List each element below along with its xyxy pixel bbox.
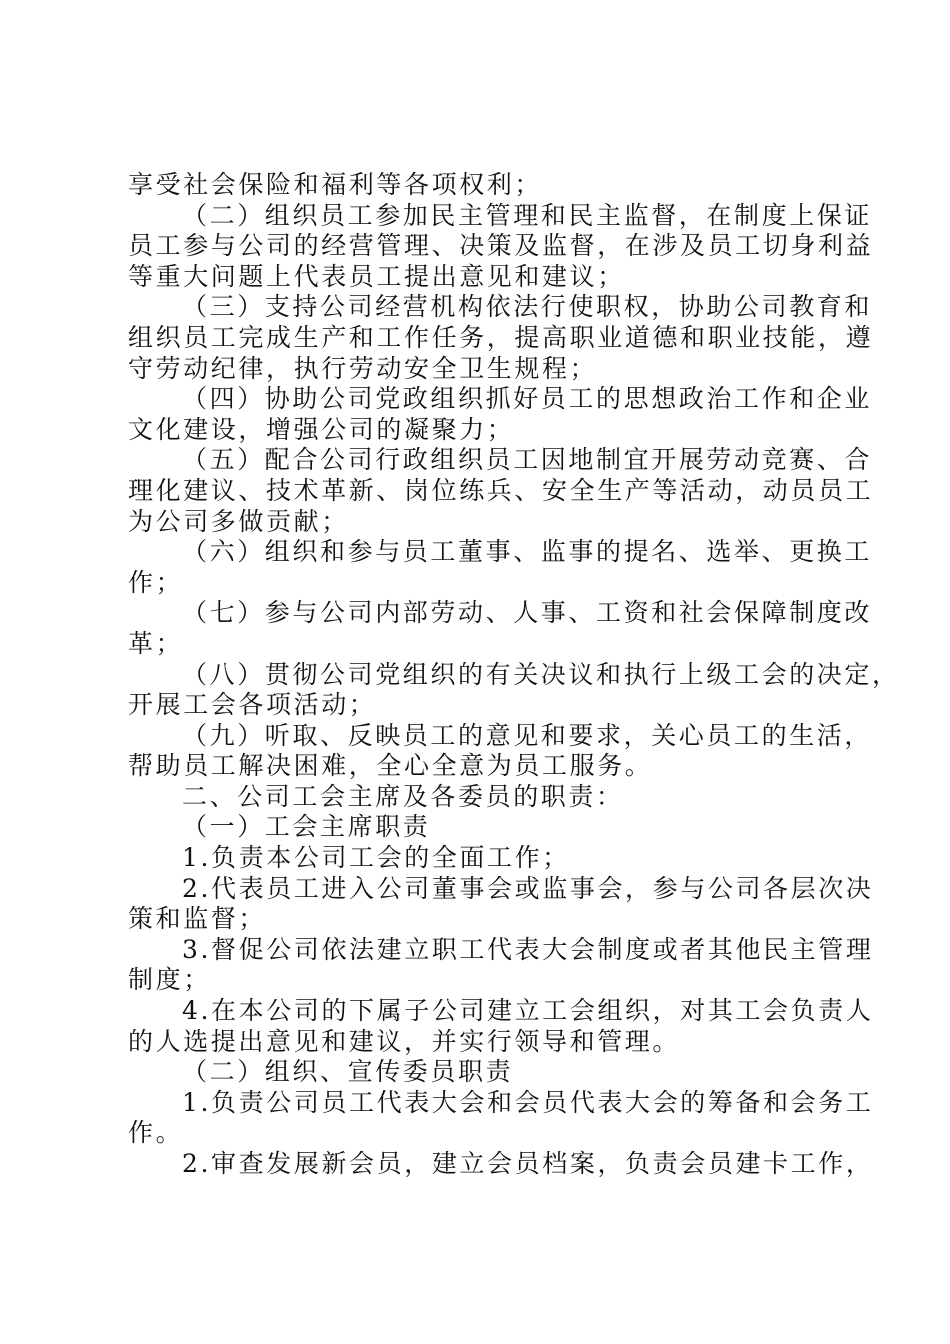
text-line: 作；: [128, 567, 184, 597]
text-line: 员工参与公司的经营管理、决策及监督，在涉及员工切身利益: [128, 231, 874, 261]
text-line: 2.代表员工进入公司董事会或监事会，参与公司各层次决: [182, 873, 874, 903]
text-line: 二、公司工会主席及各委员的职责：: [182, 781, 624, 811]
text-line: （三）支持公司经营机构依法行使职权，协助公司教育和: [182, 292, 873, 322]
text-line: （五）配合公司行政组织员工因地制宜开展劳动竞赛、合: [182, 445, 873, 475]
text-line: 享受社会保险和福利等各项权利；: [128, 170, 543, 199]
text-line: （二）组织员工参加民主管理和民主监督，在制度上保证: [182, 200, 873, 230]
text-line: 帮助员工解决困难，全心全意为员工服务。: [128, 751, 653, 781]
text-line: 策和监督；: [128, 904, 267, 934]
text-line: （七）参与公司内部劳动、人事、工资和社会保障制度改: [182, 598, 873, 628]
text-line: 组织员工完成生产和工作任务，提高职业道德和职业技能，遵: [128, 322, 874, 352]
text-line: 为公司多做贡献；: [128, 506, 349, 536]
text-line: 文化建设，增强公司的凝聚力；: [128, 414, 515, 444]
text-line: （六）组织和参与员工董事、监事的提名、选举、更换工: [182, 537, 873, 567]
text-line: 的人选提出意见和建议，并实行领导和管理。: [128, 1026, 681, 1056]
text-line: 4.在本公司的下属子公司建立工会组织，对其工会负责人: [182, 996, 874, 1026]
text-line: 2.审查发展新会员，建立会员档案，负责会员建卡工作，: [182, 1149, 874, 1178]
text-line: 开展工会各项活动；: [128, 690, 377, 720]
text-line: 1.负责公司员工代表大会和会员代表大会的筹备和会务工: [182, 1087, 874, 1117]
text-line: 理化建议、技术革新、岗位练兵、安全生产等活动，动员员工: [128, 475, 874, 505]
text-line: 守劳动纪律，执行劳动安全卫生规程；: [128, 353, 598, 383]
text-line: 等重大问题上代表员工提出意见和建议；: [128, 261, 625, 291]
text-line: （八）贯彻公司党组织的有关决议和执行上级工会的决定，: [182, 659, 900, 689]
text-line: （一）工会主席职责: [182, 812, 431, 842]
text-line: （九）听取、反映员工的意见和要求，关心员工的生活，: [182, 720, 873, 750]
document-body: [128, 170, 900, 1180]
text-line: 作。: [128, 1118, 184, 1148]
text-line: 制度；: [128, 965, 211, 995]
text-line: 1.负责本公司工会的全面工作；: [182, 843, 570, 873]
text-line: 革；: [128, 628, 184, 658]
text-line: （二）组织、宣传委员职责: [182, 1057, 514, 1087]
text-line: （四）协助公司党政组织抓好员工的思想政治工作和企业: [182, 384, 873, 414]
text-line: 3.督促公司依法建立职工代表大会制度或者其他民主管理: [182, 934, 874, 964]
